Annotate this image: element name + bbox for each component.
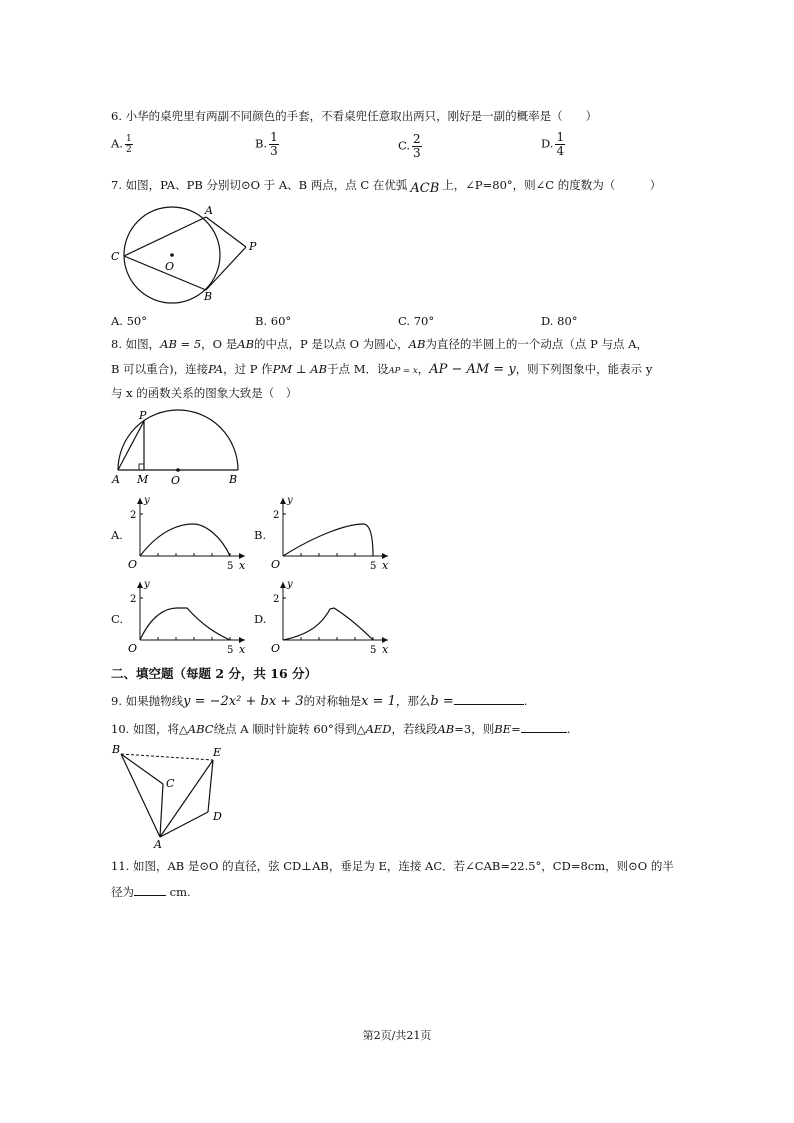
- q6-option-c: C. $\frac{2}{3}$: [398, 132, 421, 160]
- arc-acb: ACB: [410, 181, 440, 196]
- label-m: M: [137, 473, 149, 486]
- label-p: P: [249, 240, 257, 253]
- line-ea: [160, 760, 213, 837]
- label-o: O: [171, 474, 181, 487]
- q8-line2: B 可以重合)，连接PA，过 P 作PM ⊥ AB于点 M．设AP = x，AP − AM = y，则下列图象中，能表示 y: [111, 362, 653, 377]
- line-ba: [121, 754, 160, 837]
- label-c: C: [166, 777, 175, 790]
- line-bc: [121, 754, 163, 784]
- line-ed: [208, 760, 213, 812]
- label-b: B: [204, 290, 213, 303]
- label-a: A: [154, 838, 162, 850]
- q11-line2: 径为 cm.: [111, 885, 191, 899]
- center-dot: [176, 468, 180, 472]
- q7-figure: [108, 200, 268, 305]
- label-p: P: [139, 409, 147, 422]
- label-a: A: [205, 204, 213, 217]
- svg-text:2: 2: [273, 510, 280, 521]
- label-c: C: [111, 250, 120, 263]
- q6-option-a: A. $\frac{1}{2}$: [111, 134, 132, 155]
- q8-line1: 8. 如图，AB = 5，O 是AB的中点，P 是以点 O 为圆心，AB为直径的半圆上的一个动点（点 P 与点 A，: [111, 337, 648, 351]
- svg-text:5: 5: [370, 561, 377, 572]
- svg-text:2: 2: [130, 594, 137, 605]
- dashed-be: [121, 754, 213, 760]
- q8-graph-label-d: D.: [254, 612, 267, 626]
- q7-option-a: A. 50°: [111, 314, 147, 328]
- svg-text:x: x: [382, 643, 389, 656]
- q8-graph-label-a: A.: [111, 528, 123, 542]
- q7-option-d: D. 80°: [541, 314, 578, 328]
- page-footer: 第2页/共21页: [362, 1029, 432, 1042]
- svg-text:O: O: [128, 642, 138, 655]
- graph-c: [125, 578, 250, 658]
- q6-option-b: B. $\frac{1}{3}$: [255, 130, 278, 158]
- label-a: A: [112, 473, 120, 486]
- q8-graph-label-b: B.: [254, 528, 267, 542]
- line-ca: [160, 784, 163, 837]
- line-da: [160, 812, 208, 837]
- svg-text:5: 5: [370, 645, 377, 656]
- label-o: O: [165, 260, 175, 273]
- svg-text:y: y: [144, 495, 150, 506]
- svg-text:x: x: [382, 559, 389, 572]
- line-pa: [206, 217, 246, 247]
- q6-stem: 6. 小华的桌兜里有两副不同颜色的手套，不看桌兜任意取出两只，刚好是一副的概率是（ ）: [111, 109, 598, 123]
- svg-text:5: 5: [227, 561, 234, 572]
- q10-answer-blank: [521, 720, 567, 733]
- q11-answer-blank: [134, 883, 166, 896]
- svg-text:O: O: [271, 642, 281, 655]
- svg-text:2: 2: [130, 510, 137, 521]
- label-b: B: [112, 743, 121, 756]
- center-dot: [170, 253, 174, 257]
- q10-stem: 10. 如图，将△ABC绕点 A 顺时针旋转 60°得到△AED，若线段AB=3，则BE= .: [111, 722, 571, 736]
- svg-text:5: 5: [227, 645, 234, 656]
- q8-graph-label-c: C.: [111, 612, 124, 626]
- label-d: D: [213, 810, 222, 823]
- svg-text:O: O: [271, 558, 281, 571]
- q8-line3: 与 x 的函数关系的图象大致是（ ）: [111, 386, 298, 400]
- label-b: B: [229, 473, 238, 486]
- line-pa: [118, 421, 144, 470]
- graph-d: [268, 578, 393, 658]
- svg-text:x: x: [239, 643, 246, 656]
- svg-text:x: x: [239, 559, 246, 572]
- q7-option-b: B. 60°: [255, 314, 292, 328]
- svg-text:2: 2: [273, 594, 280, 605]
- svg-text:y: y: [287, 579, 293, 590]
- label-e: E: [213, 746, 222, 759]
- graph-a: [125, 494, 250, 574]
- q6-option-d: D. $\frac{1}{4}$: [541, 130, 565, 158]
- q11-line1: 11. 如图，AB 是⊙O 的直径，弦 CD⊥AB，垂足为 E，连接 AC．若∠CAB=22.5°，CD=8cm，则⊙O 的半: [111, 859, 674, 873]
- q9-answer-blank: [454, 692, 524, 705]
- q7-stem: 7. 如图，PA、PB 分别切⊙O 于 A、B 两点，点 C 在优弧 ACB 上，∠P=80°，则∠C 的度数为（ ）: [111, 178, 662, 196]
- line-pb: [206, 247, 246, 290]
- svg-text:O: O: [128, 558, 138, 571]
- graph-b: [268, 494, 393, 574]
- svg-text:y: y: [144, 579, 150, 590]
- section-title: 二、填空题（每题 2 分，共 16 分）: [111, 666, 318, 681]
- q7-option-c: C. 70°: [398, 314, 435, 328]
- semicircle: [118, 410, 238, 470]
- q8-figure: [108, 408, 246, 488]
- q10-figure: [108, 740, 233, 850]
- right-angle-mark: [139, 464, 144, 470]
- svg-text:y: y: [287, 495, 293, 506]
- q9-stem: 9. 如果抛物线y = −2x² + bx + 3的对称轴是x = 1，那么b = .: [111, 694, 528, 709]
